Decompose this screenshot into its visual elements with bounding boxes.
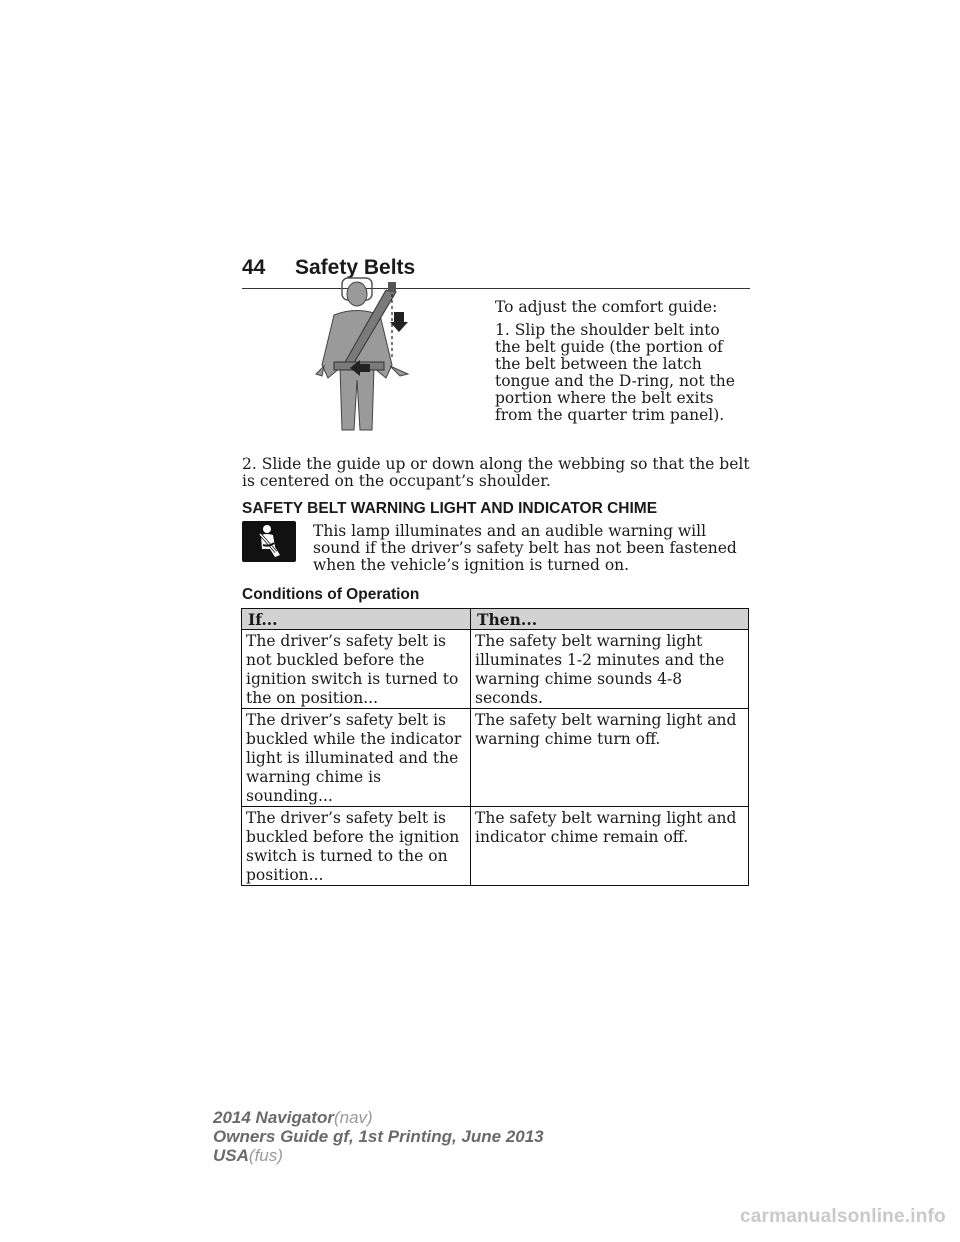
table-cell-if: The driver’s safety belt is buckled before the ignition switch is turned to the on position... — [242, 807, 471, 886]
column-header-then: Then... — [471, 609, 749, 630]
table-cell-if: The driver’s safety belt is not buckled before the ignition switch is turned to the on position... — [242, 630, 471, 709]
section-title: Safety Belts — [295, 256, 416, 279]
table-cell-then: The safety belt warning light and warning chime turn off. — [471, 709, 749, 807]
comfort-guide-intro: To adjust the comfort guide: — [495, 298, 718, 316]
footer-market-code: (fus) — [248, 1146, 283, 1165]
comfort-guide-illustration — [312, 270, 422, 438]
comfort-guide-step-2: 2. Slide the guide up or down along the webbing so that the belt is centered on the occupant’s shoulder. — [242, 455, 750, 490]
warning-section-heading: SAFETY BELT WARNING LIGHT AND INDICATOR CHIME — [242, 500, 658, 517]
table-row — [242, 807, 749, 886]
table-header-row — [242, 609, 749, 630]
footer-printing: Owners Guide gf, 1st Printing, June 2013 — [213, 1127, 544, 1146]
table-row — [242, 630, 749, 709]
footer-model: 2014 Navigator — [213, 1108, 334, 1127]
page-number: 44 — [242, 256, 266, 279]
table-cell-then: The safety belt warning light and indicator chime remain off. — [471, 807, 749, 886]
footer-market: USA — [213, 1146, 249, 1165]
conditions-heading: Conditions of Operation — [242, 586, 420, 603]
table-cell-if: The driver’s safety belt is buckled while the indicator light is illuminated and the warning chime is sounding... — [242, 709, 471, 807]
watermark-logo: carmanualsonline.info — [740, 1206, 946, 1227]
footer-model-code: (nav) — [333, 1108, 373, 1127]
warning-description: This lamp illuminates and an audible warning will sound if the driver’s safety belt has not been fastened when the vehicle’s ignition is turned on. — [313, 522, 737, 574]
table-row — [242, 709, 749, 807]
document-footer — [213, 1108, 544, 1165]
conditions-table — [241, 608, 749, 886]
seatbelt-warning-icon — [242, 521, 296, 562]
comfort-guide-step-1: 1. Slip the shoulder belt into the belt guide (the portion of the belt between the latch tongue and the D-ring, not the portion where the belt exits from the quarter trim panel). — [495, 321, 735, 424]
table-cell-then: The safety belt warning light illuminates 1-2 minutes and the warning chime sounds 4-8 seconds. — [471, 630, 749, 709]
column-header-if: If... — [242, 609, 471, 630]
